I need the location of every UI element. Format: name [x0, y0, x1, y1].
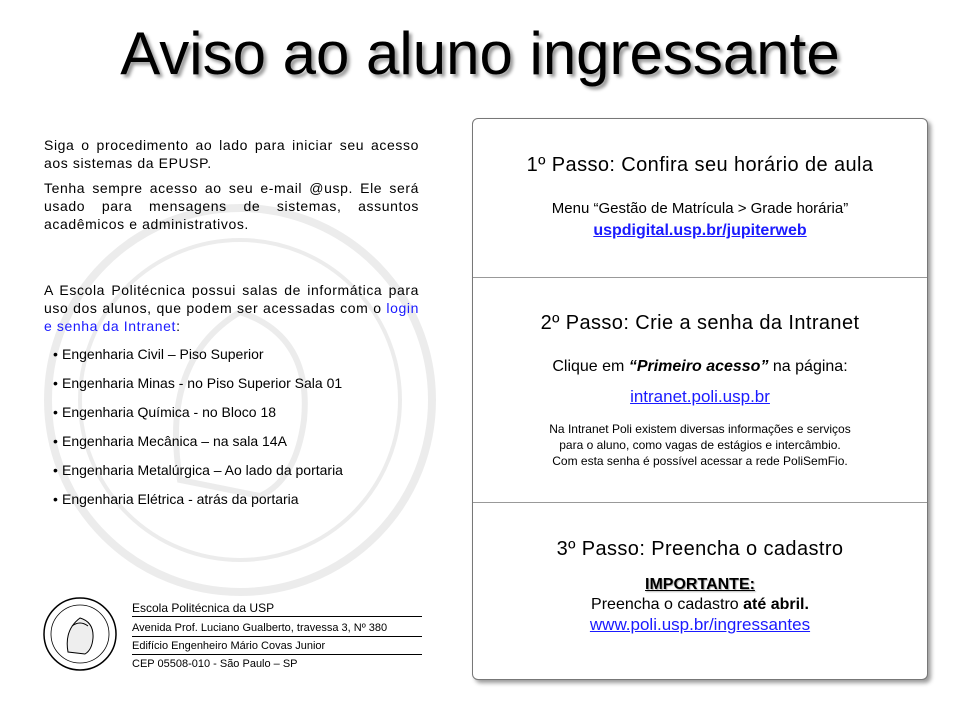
list-item: • Engenharia Civil – Piso Superior: [44, 345, 419, 363]
step-1-panel: [473, 119, 927, 278]
list-item: • Engenharia Mecânica – na sala 14A: [44, 432, 419, 450]
address-line-3: Edifício Engenheiro Mário Covas Junior: [132, 638, 422, 655]
step-2-panel: [473, 278, 927, 503]
list-item: • Engenharia Elétrica - atrás da portaria: [44, 490, 419, 508]
intranet-login-link[interactable]: login e senha da Intranet: [44, 300, 419, 334]
step-2-click-text: [473, 357, 927, 377]
step-1-heading: 1º Passo: Confira seu horário de aula: [526, 154, 874, 176]
labs-text: A Escola Politécnica possui salas de informática para uso dos alunos, que podem ser acessadas com o: [44, 282, 419, 316]
departments-list: [44, 345, 419, 508]
fill-prefix: Preencha o cadastro: [591, 596, 744, 613]
address-line-4: CEP 05508-010 - São Paulo – SP: [132, 658, 298, 670]
intro-paragraph-2: Tenha sempre acesso ao seu e-mail @usp. Ele será usado para mensagens de sistemas, assuntos acadêmicos e administrativos.: [44, 180, 419, 232]
address-block: [42, 596, 422, 676]
intranet-info-line-3: Com esta senha é possível acessar a rede PoliSemFio.: [552, 454, 848, 468]
deadline-emph: até abril.: [743, 596, 809, 613]
click-suffix: na página:: [768, 358, 848, 375]
list-item: • Engenharia Química - no Bloco 18: [44, 403, 419, 421]
click-prefix: Clique em: [552, 358, 629, 375]
left-column: [44, 136, 419, 519]
step-3-heading: 3º Passo: Preencha o cadastro: [556, 538, 844, 560]
labs-suffix: :: [176, 318, 181, 334]
step-2-heading: 2º Passo: Crie a senha da Intranet: [540, 312, 860, 334]
address-line-1: Escola Politécnica da USP: [132, 600, 422, 617]
step-3-panel: [473, 503, 927, 679]
page-title: Aviso ao aluno ingressante: [120, 20, 840, 87]
list-item: • Engenharia Minas - no Piso Superior Sala 01: [44, 374, 419, 392]
intranet-link[interactable]: intranet.poli.usp.br: [630, 387, 770, 406]
important-label: IMPORTANTE:: [645, 576, 755, 593]
primeiro-acesso-emph: “Primeiro acesso”: [628, 358, 769, 375]
intranet-info-line-2: para o aluno, como vagas de estágios e intercâmbio.: [559, 438, 841, 452]
step-3-fill-text: [473, 595, 927, 615]
intro-paragraph-1: Siga o procedimento ao lado para iniciar seu acesso aos sistemas da EPUSP.: [44, 137, 419, 171]
list-item: • Engenharia Metalúrgica – Ao lado da portaria: [44, 461, 419, 479]
jupiterweb-link[interactable]: uspdigital.usp.br/jupiterweb: [593, 222, 807, 239]
step-1-menu-text: Menu “Gestão de Matrícula > Grade horária”: [551, 200, 849, 217]
ingressantes-link[interactable]: www.poli.usp.br/ingressantes: [589, 615, 811, 634]
steps-box: [472, 118, 928, 680]
labs-paragraph: [44, 281, 419, 335]
intranet-info-line-1: Na Intranet Poli existem diversas informações e serviços: [549, 422, 851, 436]
poli-seal-icon: [42, 596, 118, 672]
address-line-2: Avenida Prof. Luciano Gualberto, travessa 3, Nº 380: [132, 620, 422, 637]
